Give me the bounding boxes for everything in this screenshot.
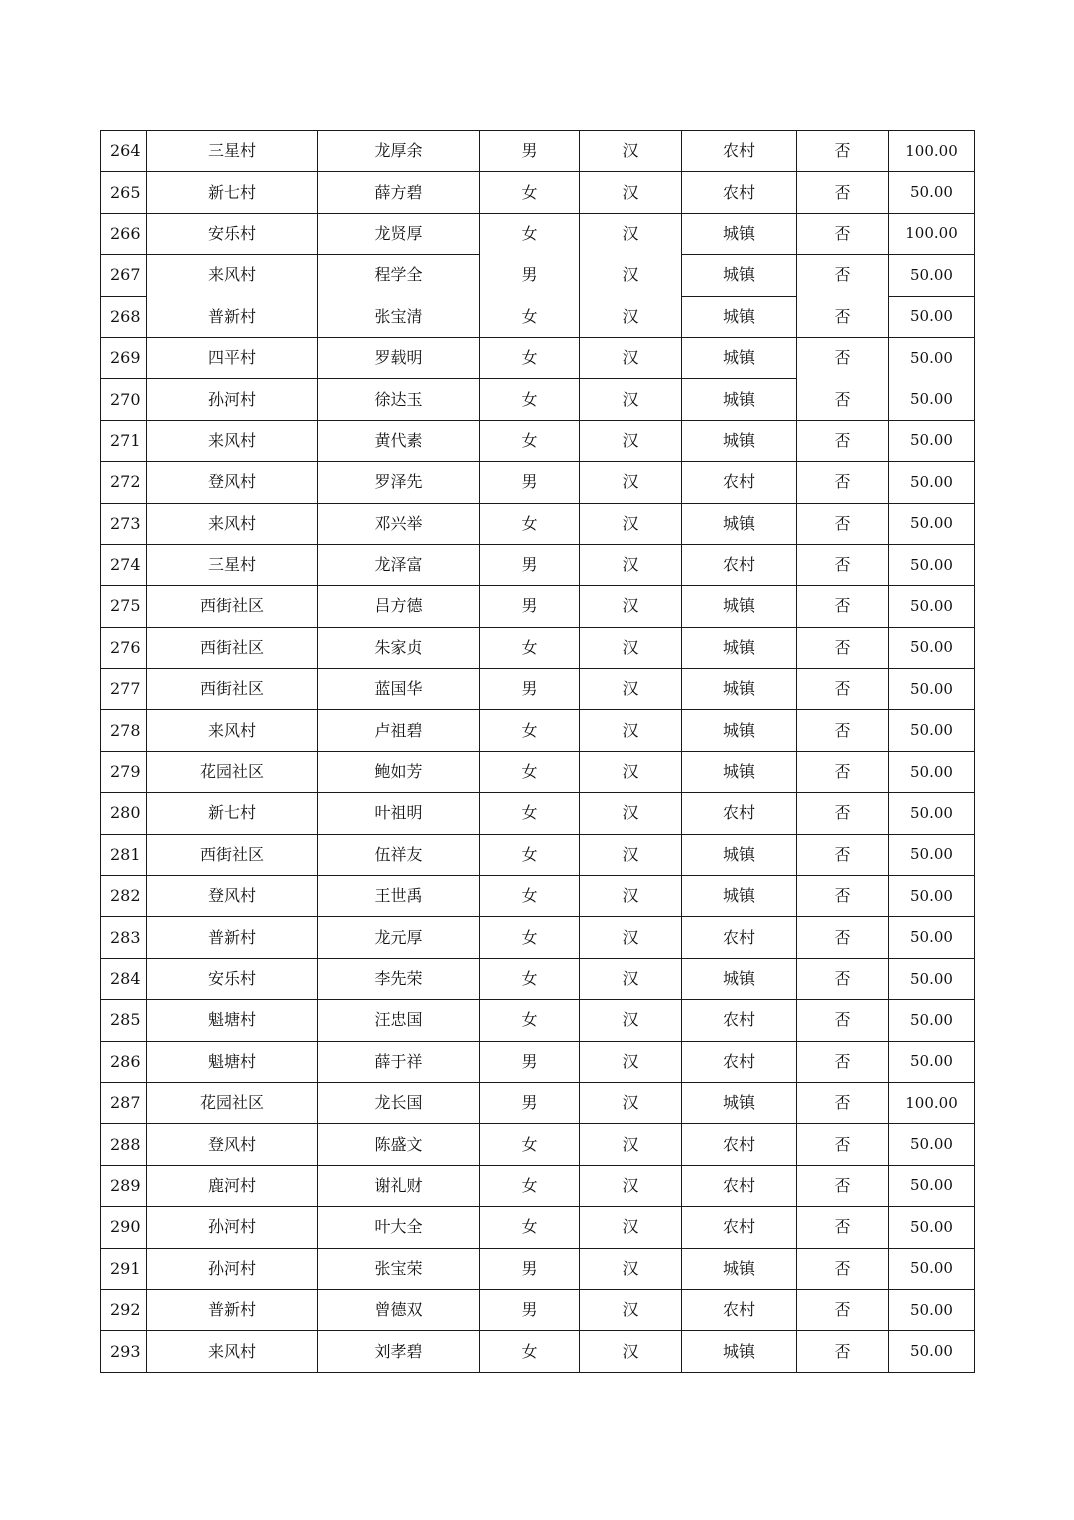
table-row xyxy=(101,503,975,544)
status-flag-cell: 否 xyxy=(797,1000,889,1041)
amount-cell: 100.00 xyxy=(889,131,975,172)
residence-type-cell: 农村 xyxy=(682,1000,797,1041)
person-name-cell: 薛于祥 xyxy=(318,1041,480,1082)
person-name-cell: 鲍如芳 xyxy=(318,751,480,792)
person-name-cell: 徐达玉 xyxy=(318,379,480,420)
residence-type-cell: 城镇 xyxy=(682,503,797,544)
gender-cell: 女 xyxy=(480,876,580,917)
amount-cell: 50.00 xyxy=(889,586,975,627)
status-flag-cell: 否 xyxy=(797,172,889,213)
gender-cell: 女 xyxy=(480,1165,580,1206)
gender-cell: 男 xyxy=(480,1082,580,1123)
status-flag-cell: 否 xyxy=(797,1331,889,1372)
row-number: 273 xyxy=(101,503,147,544)
amount-cell: 50.00 xyxy=(889,420,975,461)
person-name-cell: 王世禹 xyxy=(318,876,480,917)
person-name-cell: 张宝荣 xyxy=(318,1248,480,1289)
gender-cell: 女 xyxy=(480,1207,580,1248)
amount-cell: 50.00 xyxy=(889,462,975,503)
amount-cell: 50.00 xyxy=(889,1331,975,1372)
person-name-cell: 吕方德 xyxy=(318,586,480,627)
status-flag-cell: 否 xyxy=(797,669,889,710)
table-row xyxy=(101,1248,975,1289)
residence-type-cell: 农村 xyxy=(682,131,797,172)
residence-type-cell: 农村 xyxy=(682,544,797,585)
residence-type-cell: 城镇 xyxy=(682,420,797,461)
amount-cell: 50.00 xyxy=(889,172,975,213)
table-row xyxy=(101,255,975,296)
ethnicity-cell: 汉 xyxy=(580,917,682,958)
village-cell: 来风村 xyxy=(147,710,318,751)
gender-cell: 女 xyxy=(480,296,580,337)
ethnicity-cell: 汉 xyxy=(580,131,682,172)
gender-cell: 男 xyxy=(480,462,580,503)
ethnicity-cell: 汉 xyxy=(580,710,682,751)
row-number: 279 xyxy=(101,751,147,792)
person-name-cell: 谢礼财 xyxy=(318,1165,480,1206)
status-flag-cell: 否 xyxy=(797,1289,889,1330)
row-number: 274 xyxy=(101,544,147,585)
village-cell: 普新村 xyxy=(147,296,318,337)
amount-cell: 50.00 xyxy=(889,1000,975,1041)
amount-cell: 50.00 xyxy=(889,379,975,420)
table-row xyxy=(101,1041,975,1082)
status-flag-cell: 否 xyxy=(797,834,889,875)
status-flag-cell: 否 xyxy=(797,1248,889,1289)
person-name-cell: 陈盛文 xyxy=(318,1124,480,1165)
ethnicity-cell: 汉 xyxy=(580,1207,682,1248)
table-row xyxy=(101,379,975,420)
row-number: 288 xyxy=(101,1124,147,1165)
person-name-cell: 邓兴举 xyxy=(318,503,480,544)
village-cell: 西街社区 xyxy=(147,586,318,627)
table-row xyxy=(101,1207,975,1248)
gender-cell: 女 xyxy=(480,793,580,834)
person-name-cell: 薛方碧 xyxy=(318,172,480,213)
status-flag-cell: 否 xyxy=(797,1041,889,1082)
residence-type-cell: 城镇 xyxy=(682,710,797,751)
person-name-cell: 龙泽富 xyxy=(318,544,480,585)
amount-cell: 50.00 xyxy=(889,1124,975,1165)
residence-type-cell: 城镇 xyxy=(682,958,797,999)
gender-cell: 女 xyxy=(480,958,580,999)
row-number: 290 xyxy=(101,1207,147,1248)
village-cell: 来风村 xyxy=(147,503,318,544)
person-name-cell: 刘孝碧 xyxy=(318,1331,480,1372)
row-number: 293 xyxy=(101,1331,147,1372)
row-number: 285 xyxy=(101,1000,147,1041)
village-cell: 来风村 xyxy=(147,255,318,296)
amount-cell: 50.00 xyxy=(889,1289,975,1330)
ethnicity-cell: 汉 xyxy=(580,296,682,337)
residence-type-cell: 城镇 xyxy=(682,296,797,337)
status-flag-cell: 否 xyxy=(797,917,889,958)
table-row xyxy=(101,172,975,213)
ethnicity-cell: 汉 xyxy=(580,586,682,627)
person-name-cell: 伍祥友 xyxy=(318,834,480,875)
document-page xyxy=(100,130,974,1373)
amount-cell: 50.00 xyxy=(889,503,975,544)
table-row xyxy=(101,793,975,834)
person-name-cell: 程学全 xyxy=(318,255,480,296)
residence-type-cell: 农村 xyxy=(682,172,797,213)
residence-type-cell: 农村 xyxy=(682,793,797,834)
status-flag-cell: 否 xyxy=(797,296,889,337)
person-name-cell: 龙贤厚 xyxy=(318,213,480,254)
table-row xyxy=(101,751,975,792)
amount-cell: 50.00 xyxy=(889,793,975,834)
residence-type-cell: 城镇 xyxy=(682,213,797,254)
gender-cell: 男 xyxy=(480,1289,580,1330)
person-name-cell: 罗泽先 xyxy=(318,462,480,503)
person-name-cell: 蓝国华 xyxy=(318,669,480,710)
gender-cell: 女 xyxy=(480,420,580,461)
gender-cell: 女 xyxy=(480,751,580,792)
village-cell: 孙河村 xyxy=(147,1207,318,1248)
row-number: 277 xyxy=(101,669,147,710)
village-cell: 鹿河村 xyxy=(147,1165,318,1206)
gender-cell: 女 xyxy=(480,379,580,420)
status-flag-cell: 否 xyxy=(797,586,889,627)
ethnicity-cell: 汉 xyxy=(580,213,682,254)
ethnicity-cell: 汉 xyxy=(580,503,682,544)
amount-cell: 100.00 xyxy=(889,1082,975,1123)
person-name-cell: 龙元厚 xyxy=(318,917,480,958)
village-cell: 西街社区 xyxy=(147,834,318,875)
row-number: 284 xyxy=(101,958,147,999)
amount-cell: 50.00 xyxy=(889,1165,975,1206)
village-cell: 花园社区 xyxy=(147,1082,318,1123)
table-row xyxy=(101,627,975,668)
gender-cell: 男 xyxy=(480,1248,580,1289)
table-row xyxy=(101,876,975,917)
village-cell: 登风村 xyxy=(147,462,318,503)
village-cell: 普新村 xyxy=(147,1289,318,1330)
person-name-cell: 朱家贞 xyxy=(318,627,480,668)
gender-cell: 男 xyxy=(480,1041,580,1082)
residence-type-cell: 城镇 xyxy=(682,876,797,917)
row-number: 275 xyxy=(101,586,147,627)
gender-cell: 男 xyxy=(480,669,580,710)
ethnicity-cell: 汉 xyxy=(580,337,682,378)
gender-cell: 女 xyxy=(480,172,580,213)
village-cell: 四平村 xyxy=(147,337,318,378)
gender-cell: 女 xyxy=(480,503,580,544)
residence-type-cell: 城镇 xyxy=(682,669,797,710)
ethnicity-cell: 汉 xyxy=(580,876,682,917)
amount-cell: 50.00 xyxy=(889,1207,975,1248)
gender-cell: 男 xyxy=(480,544,580,585)
ethnicity-cell: 汉 xyxy=(580,255,682,296)
residence-type-cell: 城镇 xyxy=(682,627,797,668)
gender-cell: 女 xyxy=(480,1331,580,1372)
status-flag-cell: 否 xyxy=(797,876,889,917)
row-number: 278 xyxy=(101,710,147,751)
table-row xyxy=(101,544,975,585)
village-cell: 安乐村 xyxy=(147,958,318,999)
person-name-cell: 叶祖明 xyxy=(318,793,480,834)
gender-cell: 女 xyxy=(480,337,580,378)
status-flag-cell: 否 xyxy=(797,958,889,999)
village-cell: 登风村 xyxy=(147,1124,318,1165)
row-number: 264 xyxy=(101,131,147,172)
person-name-cell: 李先荣 xyxy=(318,958,480,999)
ethnicity-cell: 汉 xyxy=(580,1124,682,1165)
gender-cell: 女 xyxy=(480,1124,580,1165)
row-number: 272 xyxy=(101,462,147,503)
amount-cell: 50.00 xyxy=(889,876,975,917)
status-flag-cell: 否 xyxy=(797,255,889,296)
row-number: 292 xyxy=(101,1289,147,1330)
gender-cell: 男 xyxy=(480,255,580,296)
table-row xyxy=(101,337,975,378)
table-row xyxy=(101,462,975,503)
residence-type-cell: 农村 xyxy=(682,1041,797,1082)
gender-cell: 女 xyxy=(480,213,580,254)
status-flag-cell: 否 xyxy=(797,1207,889,1248)
person-name-cell: 曾德双 xyxy=(318,1289,480,1330)
village-cell: 西街社区 xyxy=(147,627,318,668)
row-number: 282 xyxy=(101,876,147,917)
amount-cell: 100.00 xyxy=(889,213,975,254)
residence-type-cell: 城镇 xyxy=(682,337,797,378)
person-name-cell: 罗载明 xyxy=(318,337,480,378)
ethnicity-cell: 汉 xyxy=(580,379,682,420)
village-cell: 花园社区 xyxy=(147,751,318,792)
amount-cell: 50.00 xyxy=(889,710,975,751)
table-row xyxy=(101,917,975,958)
residence-type-cell: 城镇 xyxy=(682,379,797,420)
amount-cell: 50.00 xyxy=(889,917,975,958)
table-row xyxy=(101,213,975,254)
amount-cell: 50.00 xyxy=(889,1248,975,1289)
status-flag-cell: 否 xyxy=(797,131,889,172)
status-flag-cell: 否 xyxy=(797,1165,889,1206)
gender-cell: 男 xyxy=(480,586,580,627)
table-row xyxy=(101,669,975,710)
gender-cell: 女 xyxy=(480,1000,580,1041)
village-cell: 魁塘村 xyxy=(147,1041,318,1082)
row-number: 269 xyxy=(101,337,147,378)
table-row xyxy=(101,1289,975,1330)
table-row xyxy=(101,420,975,461)
table-row xyxy=(101,1000,975,1041)
residence-type-cell: 城镇 xyxy=(682,1248,797,1289)
amount-cell: 50.00 xyxy=(889,834,975,875)
row-number: 287 xyxy=(101,1082,147,1123)
ethnicity-cell: 汉 xyxy=(580,1000,682,1041)
ethnicity-cell: 汉 xyxy=(580,1248,682,1289)
person-name-cell: 黄代素 xyxy=(318,420,480,461)
ethnicity-cell: 汉 xyxy=(580,627,682,668)
table-row xyxy=(101,131,975,172)
status-flag-cell: 否 xyxy=(797,710,889,751)
row-number: 270 xyxy=(101,379,147,420)
ethnicity-cell: 汉 xyxy=(580,958,682,999)
ethnicity-cell: 汉 xyxy=(580,834,682,875)
row-number: 268 xyxy=(101,296,147,337)
table-row xyxy=(101,1082,975,1123)
ethnicity-cell: 汉 xyxy=(580,793,682,834)
table-row xyxy=(101,586,975,627)
residence-type-cell: 农村 xyxy=(682,1124,797,1165)
village-cell: 登风村 xyxy=(147,876,318,917)
village-cell: 来风村 xyxy=(147,1331,318,1372)
row-number: 280 xyxy=(101,793,147,834)
ethnicity-cell: 汉 xyxy=(580,1289,682,1330)
amount-cell: 50.00 xyxy=(889,751,975,792)
village-cell: 新七村 xyxy=(147,793,318,834)
row-number: 271 xyxy=(101,420,147,461)
roster-table xyxy=(100,130,975,1373)
person-name-cell: 汪忠国 xyxy=(318,1000,480,1041)
village-cell: 普新村 xyxy=(147,917,318,958)
ethnicity-cell: 汉 xyxy=(580,1165,682,1206)
status-flag-cell: 否 xyxy=(797,793,889,834)
residence-type-cell: 农村 xyxy=(682,1207,797,1248)
gender-cell: 女 xyxy=(480,710,580,751)
gender-cell: 女 xyxy=(480,834,580,875)
village-cell: 来风村 xyxy=(147,420,318,461)
village-cell: 安乐村 xyxy=(147,213,318,254)
amount-cell: 50.00 xyxy=(889,958,975,999)
residence-type-cell: 城镇 xyxy=(682,1331,797,1372)
row-number: 289 xyxy=(101,1165,147,1206)
table-row xyxy=(101,296,975,337)
amount-cell: 50.00 xyxy=(889,627,975,668)
row-number: 276 xyxy=(101,627,147,668)
status-flag-cell: 否 xyxy=(797,1124,889,1165)
ethnicity-cell: 汉 xyxy=(580,544,682,585)
residence-type-cell: 农村 xyxy=(682,917,797,958)
status-flag-cell: 否 xyxy=(797,379,889,420)
amount-cell: 50.00 xyxy=(889,544,975,585)
ethnicity-cell: 汉 xyxy=(580,751,682,792)
amount-cell: 50.00 xyxy=(889,337,975,378)
table-row xyxy=(101,834,975,875)
status-flag-cell: 否 xyxy=(797,503,889,544)
person-name-cell: 龙长国 xyxy=(318,1082,480,1123)
status-flag-cell: 否 xyxy=(797,337,889,378)
residence-type-cell: 城镇 xyxy=(682,751,797,792)
amount-cell: 50.00 xyxy=(889,1041,975,1082)
status-flag-cell: 否 xyxy=(797,213,889,254)
gender-cell: 女 xyxy=(480,627,580,668)
row-number: 291 xyxy=(101,1248,147,1289)
village-cell: 孙河村 xyxy=(147,1248,318,1289)
residence-type-cell: 农村 xyxy=(682,1165,797,1206)
village-cell: 三星村 xyxy=(147,544,318,585)
residence-type-cell: 城镇 xyxy=(682,1082,797,1123)
row-number: 283 xyxy=(101,917,147,958)
person-name-cell: 张宝清 xyxy=(318,296,480,337)
village-cell: 魁塘村 xyxy=(147,1000,318,1041)
table-row xyxy=(101,1124,975,1165)
amount-cell: 50.00 xyxy=(889,255,975,296)
ethnicity-cell: 汉 xyxy=(580,462,682,503)
village-cell: 西街社区 xyxy=(147,669,318,710)
status-flag-cell: 否 xyxy=(797,751,889,792)
ethnicity-cell: 汉 xyxy=(580,669,682,710)
person-name-cell: 叶大全 xyxy=(318,1207,480,1248)
ethnicity-cell: 汉 xyxy=(580,1082,682,1123)
person-name-cell: 卢祖碧 xyxy=(318,710,480,751)
village-cell: 新七村 xyxy=(147,172,318,213)
ethnicity-cell: 汉 xyxy=(580,1331,682,1372)
gender-cell: 女 xyxy=(480,917,580,958)
residence-type-cell: 城镇 xyxy=(682,834,797,875)
row-number: 286 xyxy=(101,1041,147,1082)
residence-type-cell: 农村 xyxy=(682,1289,797,1330)
table-row xyxy=(101,710,975,751)
person-name-cell: 龙厚余 xyxy=(318,131,480,172)
gender-cell: 男 xyxy=(480,131,580,172)
roster-body xyxy=(101,131,975,1373)
table-row xyxy=(101,1165,975,1206)
row-number: 267 xyxy=(101,255,147,296)
row-number: 265 xyxy=(101,172,147,213)
village-cell: 孙河村 xyxy=(147,379,318,420)
status-flag-cell: 否 xyxy=(797,627,889,668)
amount-cell: 50.00 xyxy=(889,296,975,337)
status-flag-cell: 否 xyxy=(797,1082,889,1123)
table-row xyxy=(101,1331,975,1372)
residence-type-cell: 城镇 xyxy=(682,586,797,627)
village-cell: 三星村 xyxy=(147,131,318,172)
row-number: 281 xyxy=(101,834,147,875)
amount-cell: 50.00 xyxy=(889,669,975,710)
table-row xyxy=(101,958,975,999)
status-flag-cell: 否 xyxy=(797,462,889,503)
ethnicity-cell: 汉 xyxy=(580,1041,682,1082)
ethnicity-cell: 汉 xyxy=(580,420,682,461)
residence-type-cell: 农村 xyxy=(682,462,797,503)
residence-type-cell: 城镇 xyxy=(682,255,797,296)
status-flag-cell: 否 xyxy=(797,420,889,461)
ethnicity-cell: 汉 xyxy=(580,172,682,213)
row-number: 266 xyxy=(101,213,147,254)
status-flag-cell: 否 xyxy=(797,544,889,585)
